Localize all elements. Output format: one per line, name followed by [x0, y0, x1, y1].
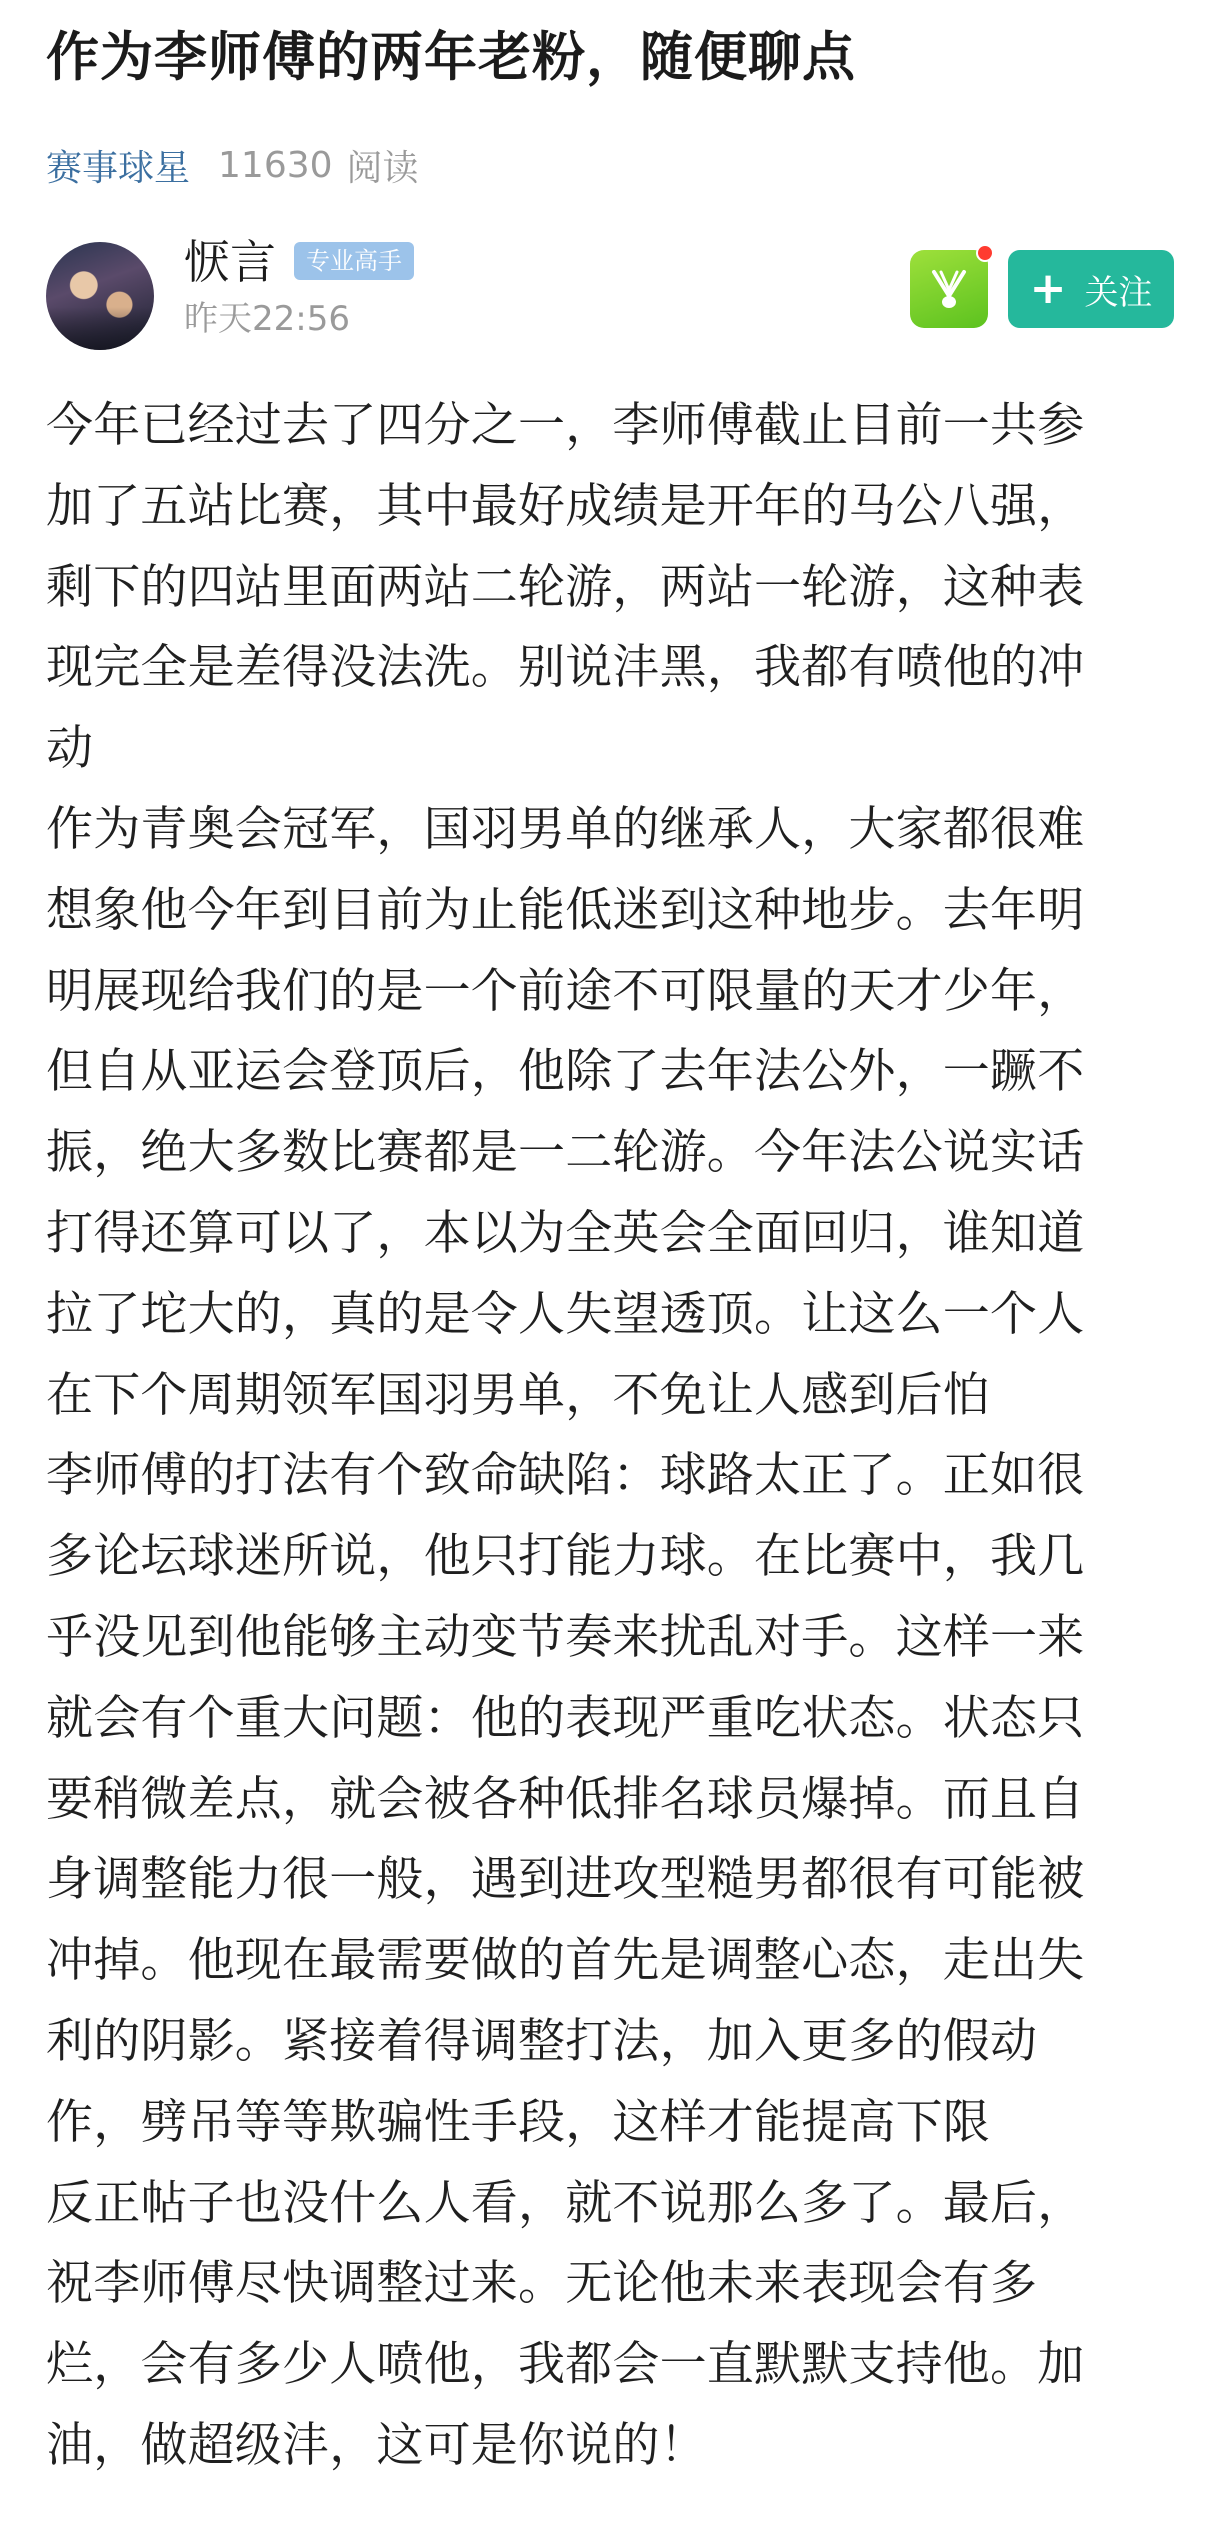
article-line: 明展现给我们的是一个前途不可限量的天才少年， — [46, 963, 1085, 1019]
article-line: 就会有个重大问题：他的表现严重吃状态。状态只 — [46, 1690, 1085, 1746]
notification-dot — [976, 244, 994, 262]
article-line: 乎没见到他能够主动变节奏来扰乱对手。这样一来 — [46, 1609, 1085, 1665]
article-line: 但自从亚运会登顶后，他除了去年法公外，一蹶不 — [46, 1044, 1085, 1100]
plus-icon: + — [1029, 263, 1067, 314]
post-time: 昨天22:56 — [184, 299, 350, 339]
article-line: 身调整能力很一般，遇到进攻型糙男都很有可能被 — [46, 1852, 1085, 1908]
avatar[interactable] — [46, 242, 154, 350]
article-line: 振，绝大多数比赛都是一二轮游。今年法公说实话 — [46, 1125, 1085, 1181]
article-line: 烂，会有多少人喷他，我都会一直默默支持他。加 — [46, 2337, 1085, 2393]
badminton-app-icon[interactable] — [910, 250, 988, 328]
read-count: 11630 — [218, 144, 333, 186]
article-line: 祝李师傅尽快调整过来。无论他未来表现会有多 — [46, 2256, 1038, 2312]
article-body — [46, 386, 1186, 2487]
article-line: 作为青奥会冠军，国羽男单的继承人，大家都很难 — [46, 801, 1085, 857]
article-line: 冲掉。他现在最需要做的首先是调整心态，走出失 — [46, 1933, 1085, 1989]
article-line: 今年已经过去了四分之一，李师傅截止目前一共参 — [46, 398, 1085, 453]
article-line: 加了五站比赛，其中最好成绩是开年的马公八强， — [46, 478, 1085, 534]
read-label: 阅读 — [346, 147, 419, 189]
article-line: 打得还算可以了，本以为全英会全面回归，谁知道 — [46, 1205, 1085, 1261]
author-badge: 专业高手 — [294, 242, 414, 280]
article-line: 反正帖子也没什么人看，就不说那么多了。最后， — [46, 2175, 1085, 2231]
article-line: 作，劈吊等等欺骗性手段，这样才能提高下限 — [46, 2094, 990, 2150]
article-line: 利的阴影。紧接着得调整打法，加入更多的假动 — [46, 2013, 1038, 2069]
follow-button[interactable] — [1008, 250, 1174, 328]
article-line: 剩下的四站里面两站二轮游，两站一轮游，这种表 — [46, 559, 1085, 615]
article-line: 李师傅的打法有个致命缺陷：球路太正了。正如很 — [46, 1448, 1085, 1504]
article-line: 拉了坨大的，真的是令人失望透顶。让这么一个人 — [46, 1286, 1085, 1342]
article-line: 想象他今年到目前为止能低迷到这种地步。去年明 — [46, 882, 1085, 938]
post-title: 作为李师傅的两年老粉，随便聊点 — [46, 27, 856, 88]
follow-label: 关注 — [1084, 272, 1153, 313]
shuttlecock-icon — [924, 264, 974, 314]
article-line: 在下个周期领军国羽男单，不免让人感到后怕 — [46, 1367, 990, 1423]
author-name[interactable]: 恹言 — [184, 235, 276, 289]
article-line: 现完全是差得没法洗。别说沣黑，我都有喷他的冲 — [46, 640, 1085, 696]
article-line: 动 — [46, 721, 94, 777]
article-line: 要稍微差点，就会被各种低排名球员爆掉。而且自 — [46, 1771, 1085, 1827]
author-row — [46, 232, 1174, 352]
post-meta — [46, 140, 419, 190]
category-link[interactable]: 赛事球星 — [46, 147, 191, 189]
article-line: 油，做超级沣，这可是你说的！ — [46, 2417, 707, 2473]
article-line: 多论坛球迷所说，他只打能力球。在比赛中，我几 — [46, 1529, 1085, 1585]
